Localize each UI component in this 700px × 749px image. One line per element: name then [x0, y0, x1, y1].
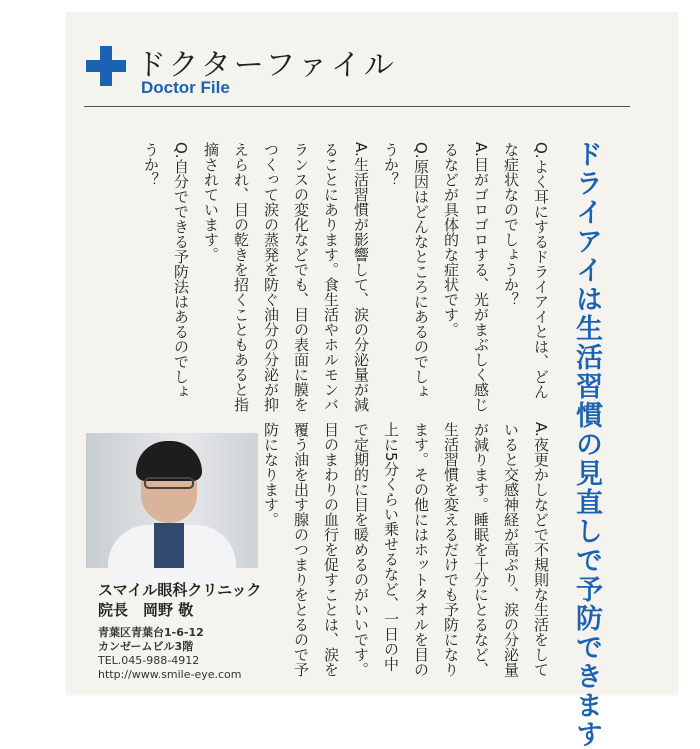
headline: ドライアイは生活習慣の見直しで予防できます: [571, 140, 602, 749]
question-3: Q.自分でできる予防法はあるのでしょうか？: [142, 142, 190, 399]
question-1: Q.よく耳にするドライアイとは、どんな症状なのでしょうか？: [502, 142, 550, 399]
clinic-address-1: 青葉区青葉台1-6-12: [98, 626, 204, 639]
page-title: ドクターファイル: [136, 48, 397, 83]
clinic-address-2: カンゼームビル3階: [98, 640, 194, 653]
article-body-upper: [100, 142, 556, 412]
clinic-url: http://www.smile-eye.com: [98, 668, 242, 681]
question-2: Q.原因はどんなところにあるのでしょうか？: [382, 142, 430, 399]
answer-2: A.生活習慣が影響して、涙の分泌量が減ることにあります。食生活やホルモンバランスの変化などでも、目の表面に膜をつくって涙の蒸発を防ぐ油分の分泌が抑えられ、目の乾きを招くこともあると指摘されています。: [202, 142, 370, 412]
clinic-contact: [98, 626, 298, 682]
answer-1: A.目がゴロゴロする、光がまぶしく感じるなどが具体的な症状です。: [442, 142, 490, 412]
header: [70, 36, 630, 106]
doctor-photo: [86, 433, 258, 568]
clinic-name: スマイル眼科クリニック: [98, 581, 262, 599]
clinic-info: [98, 580, 298, 620]
clinic-tel: TEL.045-988-4912: [98, 654, 200, 667]
page-subtitle: Doctor File: [141, 78, 230, 97]
doctor-name: 院長 岡野 敬: [98, 601, 194, 619]
article-body-lower: [262, 422, 556, 682]
answer-3: A.夜更かしなどで不規則な生活をしていると交感神経が高ぶり、涙の分泌量が減ります。睡眠を十分にとるなど、生活習慣を変えるだけでも予防になります。その他にはホットタオルを目の上に5分くらい乗せるなど、一日の中で定期的に目を暖めるのがいいです。目のまわりの血行を促すことは、涙を覆う油を出す腺のつまりをとるので予防になります。: [262, 422, 550, 677]
plus-icon: [86, 46, 126, 86]
header-divider: [84, 106, 630, 107]
